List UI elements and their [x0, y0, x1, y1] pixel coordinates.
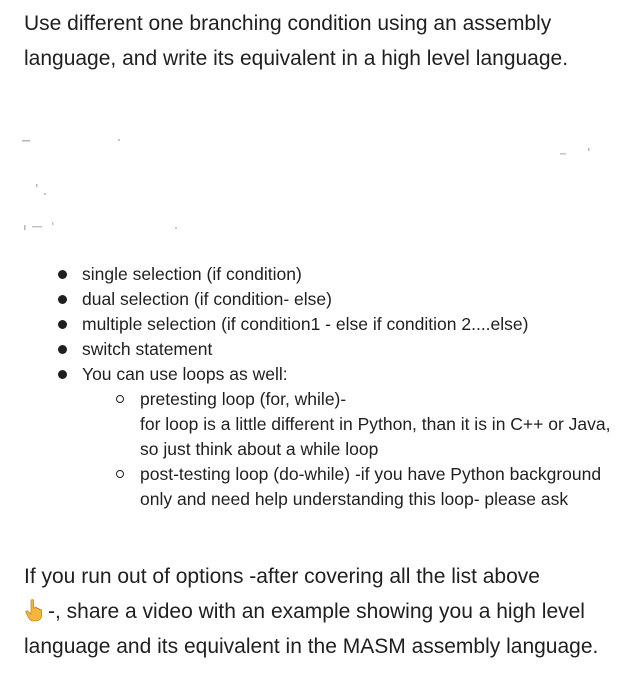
closing-paragraph [24, 559, 619, 664]
options-list [56, 262, 616, 512]
scan-specks [0, 0, 631, 260]
pointing-hand-up-icon [24, 598, 46, 622]
list-item-loops [56, 362, 616, 512]
sublist-item-title: post-testing loop (do-while) -if you have Python background only and need help understanding this loop- please ask [140, 464, 602, 509]
sublist-item [140, 387, 616, 462]
closing-text-after: -, share a video with an example showing you a high level language and its equivalent in the MASM assembly language. [24, 600, 599, 658]
closing-text-before: If you run out of options -after covering all the list above [24, 565, 540, 588]
sublist-item-title: pretesting loop (for, while)- [140, 389, 347, 409]
sublist-item-description: for loop is a little different in Python, than it is in C++ or Java, so just think about a while loop [140, 414, 611, 459]
list-item: switch statement [56, 337, 616, 362]
sublist-item [140, 462, 616, 512]
list-item: single selection (if condition) [56, 262, 616, 287]
loops-sublist [82, 387, 616, 512]
list-item: dual selection (if condition- else) [56, 287, 616, 312]
loops-heading: You can use loops as well: [82, 364, 288, 384]
list-item: multiple selection (if condition1 - else if condition 2....else) [56, 312, 616, 337]
intro-paragraph: Use different one branching condition using an assembly language, and write its equivalent in a high level language. [24, 12, 569, 70]
